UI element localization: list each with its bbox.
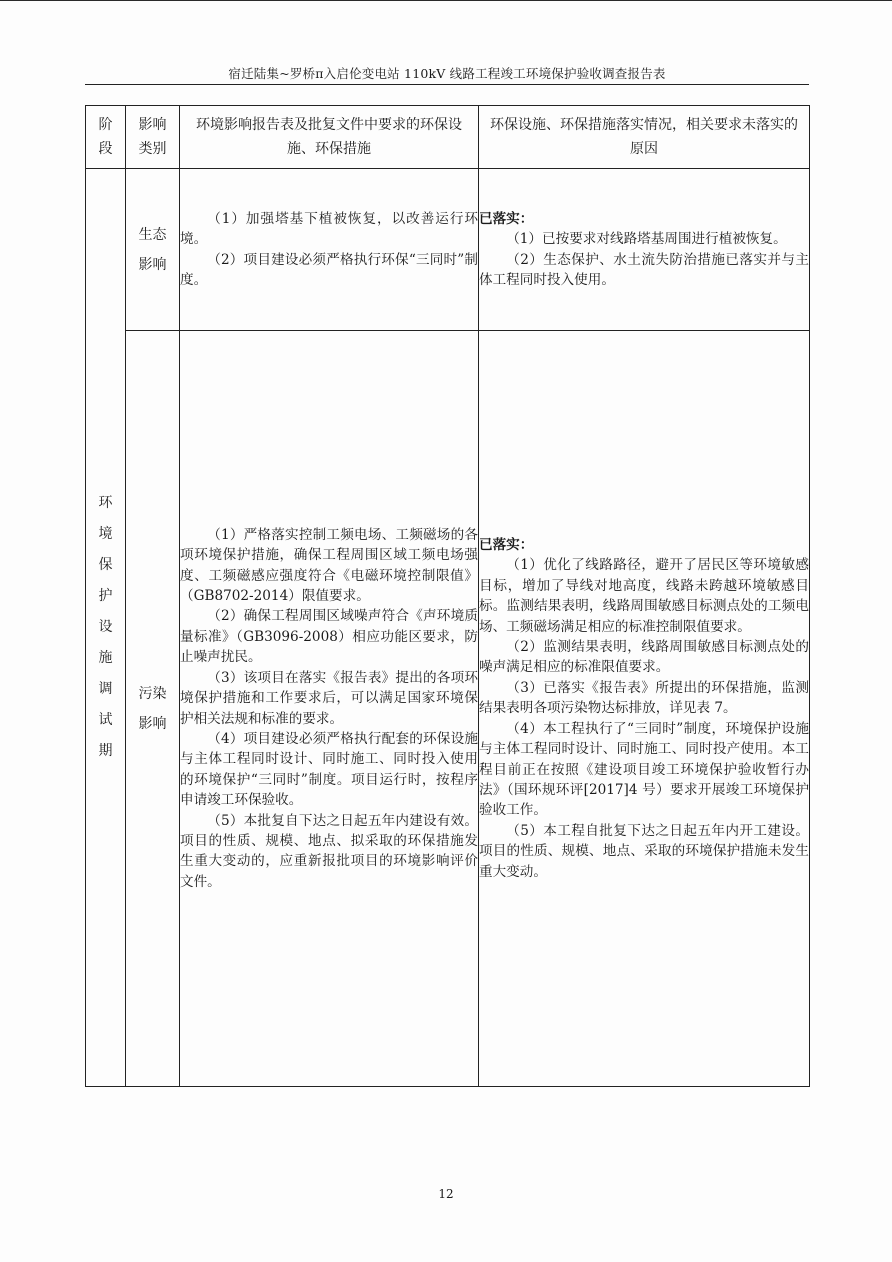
table-header-row — [86, 106, 810, 169]
status-pollution — [479, 331, 810, 1087]
status-item: （1）已按要求对线路塔基周围进行植被恢复。 — [506, 231, 787, 248]
category-pollution: 污染影响 — [126, 331, 180, 1087]
requirement-item: （1）加强塔基下植被恢复，以改善运行环境。 — [180, 210, 478, 248]
header-implementation: 环保设施、环保措施落实情况，相关要求未落实的原因 — [479, 106, 810, 169]
requirement-item: （2）确保工程周围区域噪声符合《声环境质量标准》（GB3096-2008）相应功能区要求，防止噪声扰民。 — [180, 608, 478, 666]
requirement-item: （3）该项目在落实《报告表》提出的各项环境保护措施和工作要求后，可以满足国家环境保护相关法规和标准的要求。 — [180, 669, 478, 727]
page-number: 12 — [438, 1187, 454, 1201]
table-row — [86, 169, 810, 331]
requirement-item: （1）严格落实控制工频电场、工频磁场的各项环境保护措施，确保工程周围区域工频电场强度、工频磁感应强度符合《电磁环境控制限值》（GB8702-2014）限值要求。 — [180, 526, 478, 605]
header-requirements: 环境影响报告表及批复文件中要求的环保设施、环保措施 — [180, 106, 479, 169]
acceptance-table — [85, 105, 810, 1087]
status-item: （3）已落实《报告表》所提出的环保措施，监测结果表明各项污染物达标排放，详见表 7。 — [479, 679, 809, 717]
header-stage: 阶段 — [86, 106, 126, 169]
table-row — [86, 331, 810, 1087]
status-ecology — [479, 169, 810, 331]
status-item: （2）监测结果表明，线路周围敏感目标测点处的噪声满足相应的标准限值要求。 — [479, 639, 809, 676]
status-item: （5）本工程自批复下达之日起五年内开工建设。项目的性质、规模、地点、采取的环境保护措施未发生重大变动。 — [479, 822, 809, 880]
status-lead: 已落实： — [479, 210, 534, 227]
requirements-pollution — [180, 331, 479, 1087]
page-header: 宿迁陆集~罗桥π入启伦变电站 110kV 线路工程竣工环境保护验收调查报告表 — [228, 66, 666, 81]
status-item: （2）生态保护、水土流失防治措施已落实并与主体工程同时投入使用。 — [479, 251, 809, 288]
status-lead: 已落实： — [479, 537, 534, 554]
requirement-item: （2）项目建设必须严格执行环保“三同时”制度。 — [180, 251, 478, 288]
requirement-item: （4）项目建设必须严格执行配套的环保设施与主体工程同时设计、同时施工、同时投入使用的环境保护“三同时”制度。项目运行时，按程序申请竣工环保验收。 — [180, 730, 478, 809]
header-category: 影响类别 — [126, 106, 180, 169]
header-rule — [85, 84, 809, 85]
status-item: （4）本工程执行了“三同时”制度，环境保护设施与主体工程同时设计、同时施工、同时投产使用。本工程目前正在按照《建设项目竣工环境保护验收暂行办法》（国环规环评[2017]4 号）要求开展竣工环境保护验收工作。 — [479, 720, 809, 819]
category-ecology: 生态影响 — [126, 169, 180, 331]
top-border-line — [0, 0, 892, 1]
stage-label: 环境保护设施调试期 — [86, 169, 126, 1087]
requirement-item: （5）本批复自下达之日起五年内建设有效。项目的性质、规模、地点、拟采取的环保措施发生重大变动的，应重新报批项目的环境影响评价文件。 — [180, 812, 478, 890]
requirements-ecology — [180, 169, 479, 331]
status-item: （1）优化了线路路径，避开了居民区等环境敏感目标，增加了导线对地高度，线路未跨越环境敏感目标。监测结果表明，线路周围敏感目标测点处的工频电场、工频磁场满足相应的标准控制限值要求。 — [479, 557, 809, 635]
